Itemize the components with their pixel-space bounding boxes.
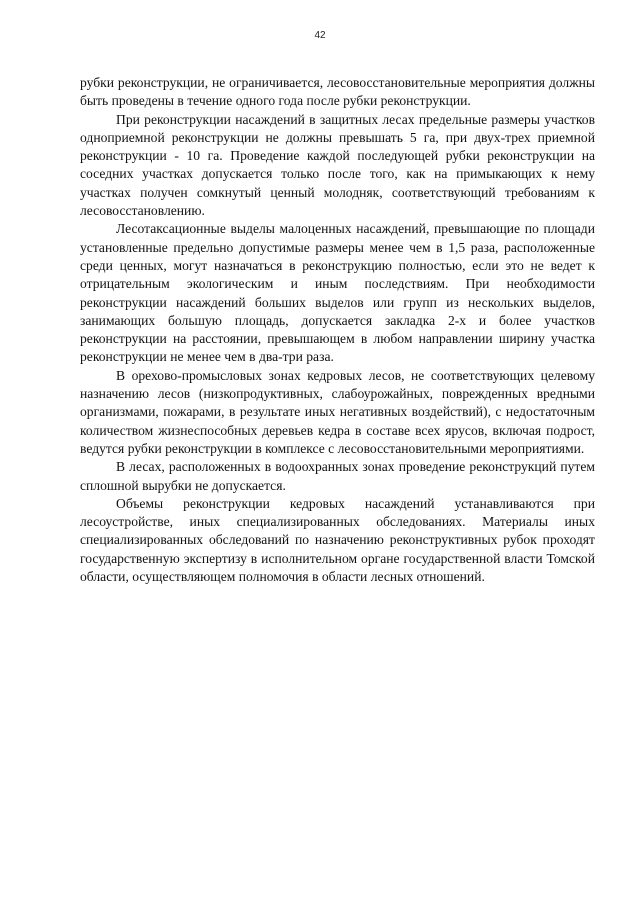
document-body	[80, 74, 595, 586]
paragraph-water-protection: В лесах, расположенных в водоохранных зонах проведение реконструкций путем сплошной вырубки не допускается.	[80, 459, 595, 493]
paragraph-protective-forests: При реконструкции насаждений в защитных лесах предельные размеры участков одноприемной реконструкции не должны превышать 5 га, при двух-трех приемной реконструкции - 10 га. Проведение каждой последующей рубки реконструкции на соседних участках допускается только после того, как на примыкающих к нему участках получен сомкнутый ценный молодняк, соответствующий требованиям к лесовосстановлению.	[80, 111, 595, 219]
paragraph-cedar-nut-zones: В орехово-промысловых зонах кедровых лесов, не соответствующих целевому назначению лесов (низкопродуктивных, слабоурожайных, поврежденных вредными организмами, пожарами, в результате иных негативных воздействий), с недостаточным количеством жизнеспособных деревьев кедра в составе всех ярусов, включая подрост, ведутся рубки реконструкции в комплексе с лесовосстановительными мероприятиями.	[80, 367, 595, 456]
paragraph-low-value-plots: Лесотаксационные выделы малоценных насаждений, превышающие по площади установленные предельно допустимые размеры менее чем в 1,5 раза, расположенные среди ценных, могут назначаться в реконструкцию полностью, если это не ведет к отрицательным экологическим и иным последствиям. При необходимости реконструкции насаждений больших выделов или групп из нескольких выделов, занимающих большую площадь, допускается закладка 2-х и более участков реконструкции на расстоянии, превышающем в любом направлении ширину участка реконструкции не менее чем в два-три раза.	[80, 221, 595, 365]
paragraph-reconstruction-volumes: Объемы реконструкции кедровых насаждений устанавливаются при лесоустройстве, иных специализированных обследованиях. Материалы иных специализированных обследований по назначению реконструктивных рубок проходят государственную экспертизу в исполнительном органе государственной власти Томской области, осуществляющем полномочия в области лесных отношений.	[80, 495, 595, 585]
page-number: 42	[314, 30, 326, 41]
paragraph-continuation: рубки реконструкции, не ограничивается, лесовосстановительные мероприятия должны быть проведены в течение одного года после рубки реконструкции.	[80, 75, 595, 109]
